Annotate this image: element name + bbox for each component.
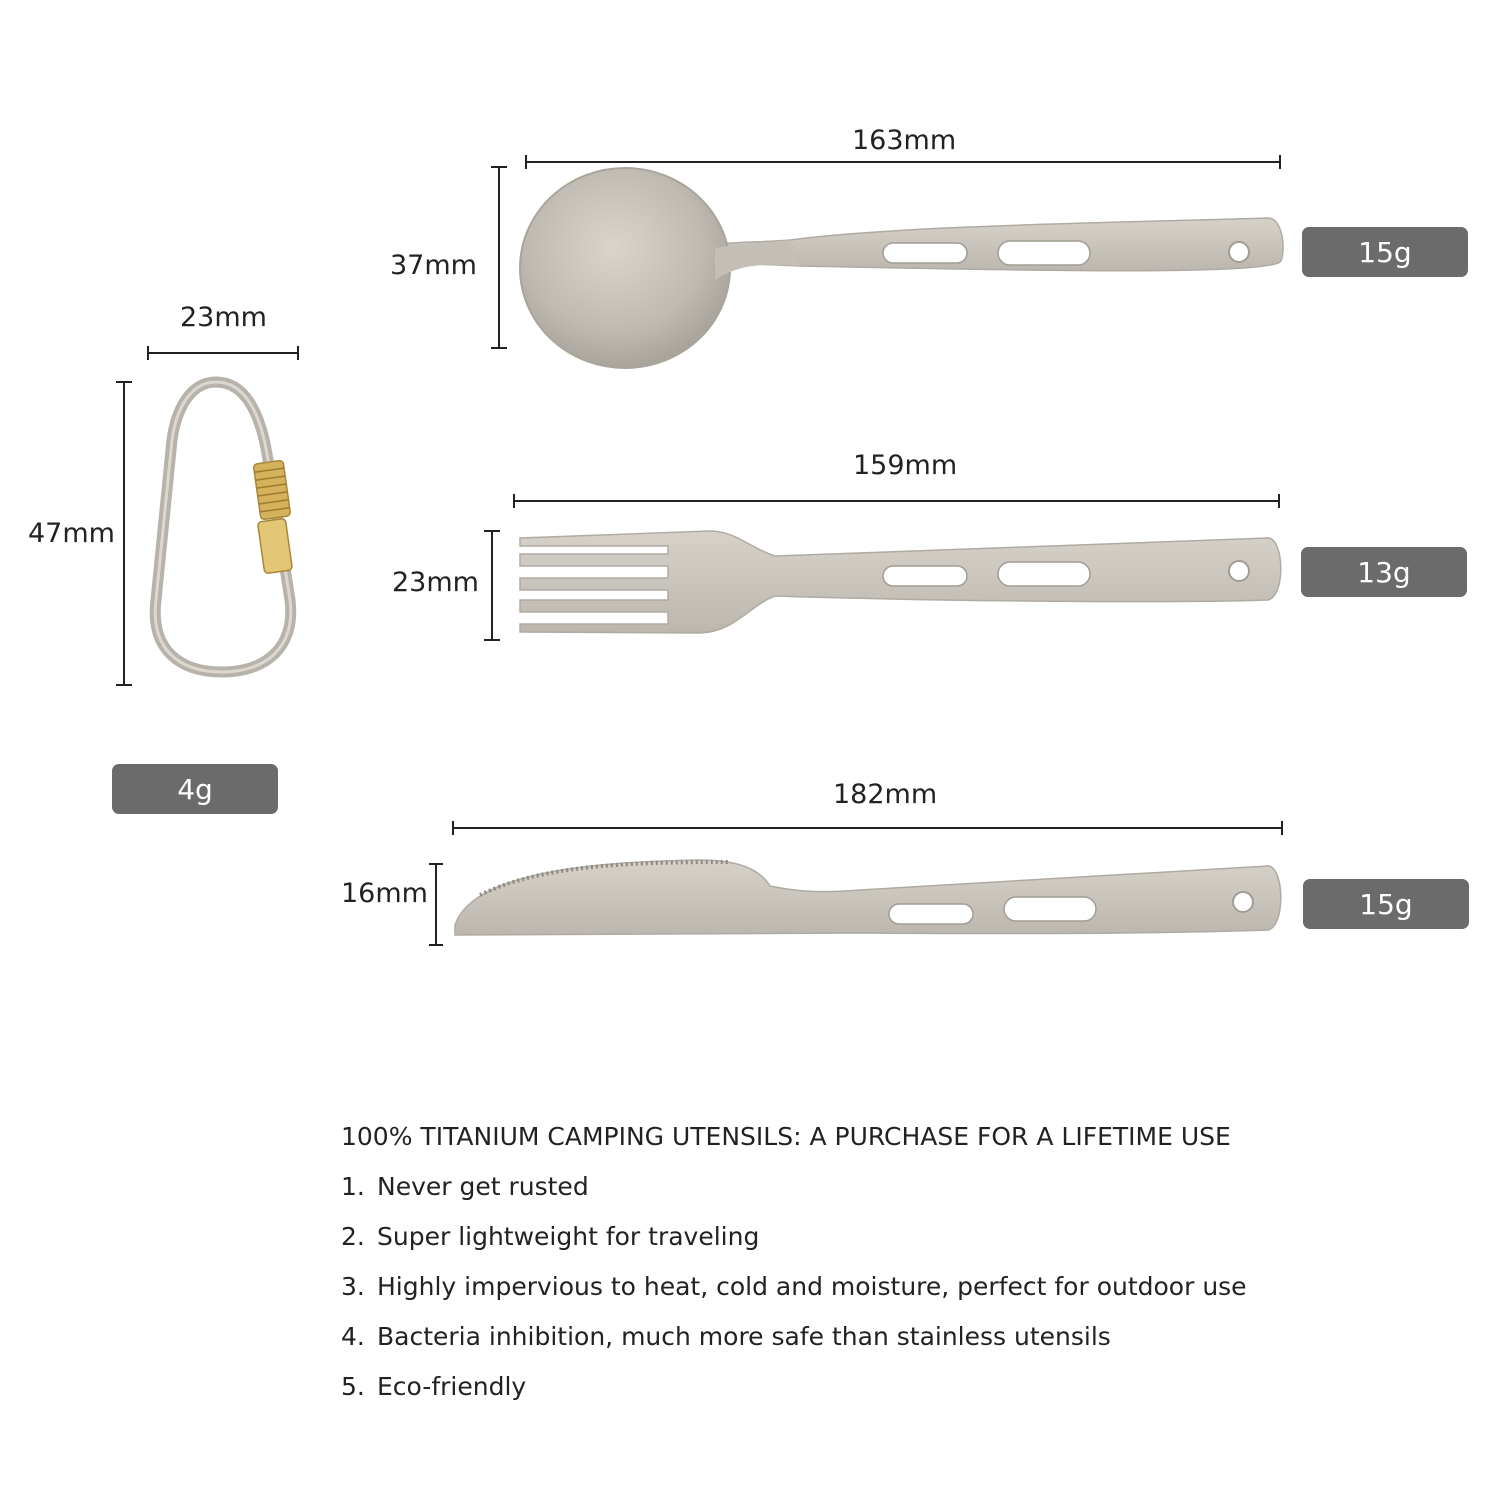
- knife-illustration: [455, 860, 1281, 935]
- features-heading: 100% TITANIUM CAMPING UTENSILS: A PURCHASE FOR A LIFETIME USE: [341, 1122, 1231, 1151]
- knife-length-label: 182mm: [833, 779, 938, 810]
- fork-weight-badge: 13g: [1301, 547, 1467, 597]
- features-section: [341, 1120, 1441, 1420]
- list-item: [341, 1170, 1441, 1220]
- knife-weight-badge: 15g: [1303, 879, 1469, 929]
- list-item-number: 4.: [341, 1322, 365, 1351]
- knife-length-line: [453, 821, 1282, 835]
- fork-width-line: [484, 531, 500, 640]
- spoon-illustration: [520, 168, 1283, 368]
- spoon-width-line: [491, 167, 507, 348]
- list-item-text: Eco-friendly: [377, 1372, 527, 1401]
- list-item: [341, 1320, 1441, 1370]
- list-item-number: 1.: [341, 1172, 365, 1201]
- fork-illustration: [520, 531, 1281, 633]
- spoon-width-label: 37mm: [390, 250, 477, 281]
- fork-width-label: 23mm: [392, 567, 479, 598]
- knife-width-line: [429, 864, 443, 945]
- brass-screw-lock: [253, 460, 292, 574]
- list-item: [341, 1370, 1441, 1420]
- list-item: [341, 1220, 1441, 1270]
- carabiner-weight-badge: 4g: [112, 764, 278, 814]
- fork-length-line: [514, 494, 1279, 508]
- list-item-number: 3.: [341, 1272, 365, 1301]
- spoon-weight-badge: 15g: [1302, 227, 1468, 277]
- list-item: [341, 1270, 1441, 1320]
- spoon-length-label: 163mm: [852, 125, 957, 156]
- carabiner-illustration: [155, 382, 292, 672]
- list-item-number: 5.: [341, 1372, 365, 1401]
- list-item-text: Never get rusted: [377, 1172, 589, 1201]
- knife-width-label: 16mm: [341, 878, 428, 909]
- fork-length-label: 159mm: [853, 450, 958, 481]
- list-item-text: Highly impervious to heat, cold and moisture, perfect for outdoor use: [377, 1272, 1247, 1301]
- carabiner-width-label: 23mm: [180, 302, 267, 333]
- carabiner-width-line: [148, 346, 298, 360]
- carabiner-height-label: 47mm: [28, 518, 115, 549]
- carabiner-height-line: [116, 382, 132, 685]
- features-list: [341, 1170, 1441, 1420]
- list-item-text: Bacteria inhibition, much more safe than stainless utensils: [377, 1322, 1111, 1351]
- spoon-length-line: [526, 155, 1280, 169]
- list-item-text: Super lightweight for traveling: [377, 1222, 760, 1251]
- list-item-number: 2.: [341, 1222, 365, 1251]
